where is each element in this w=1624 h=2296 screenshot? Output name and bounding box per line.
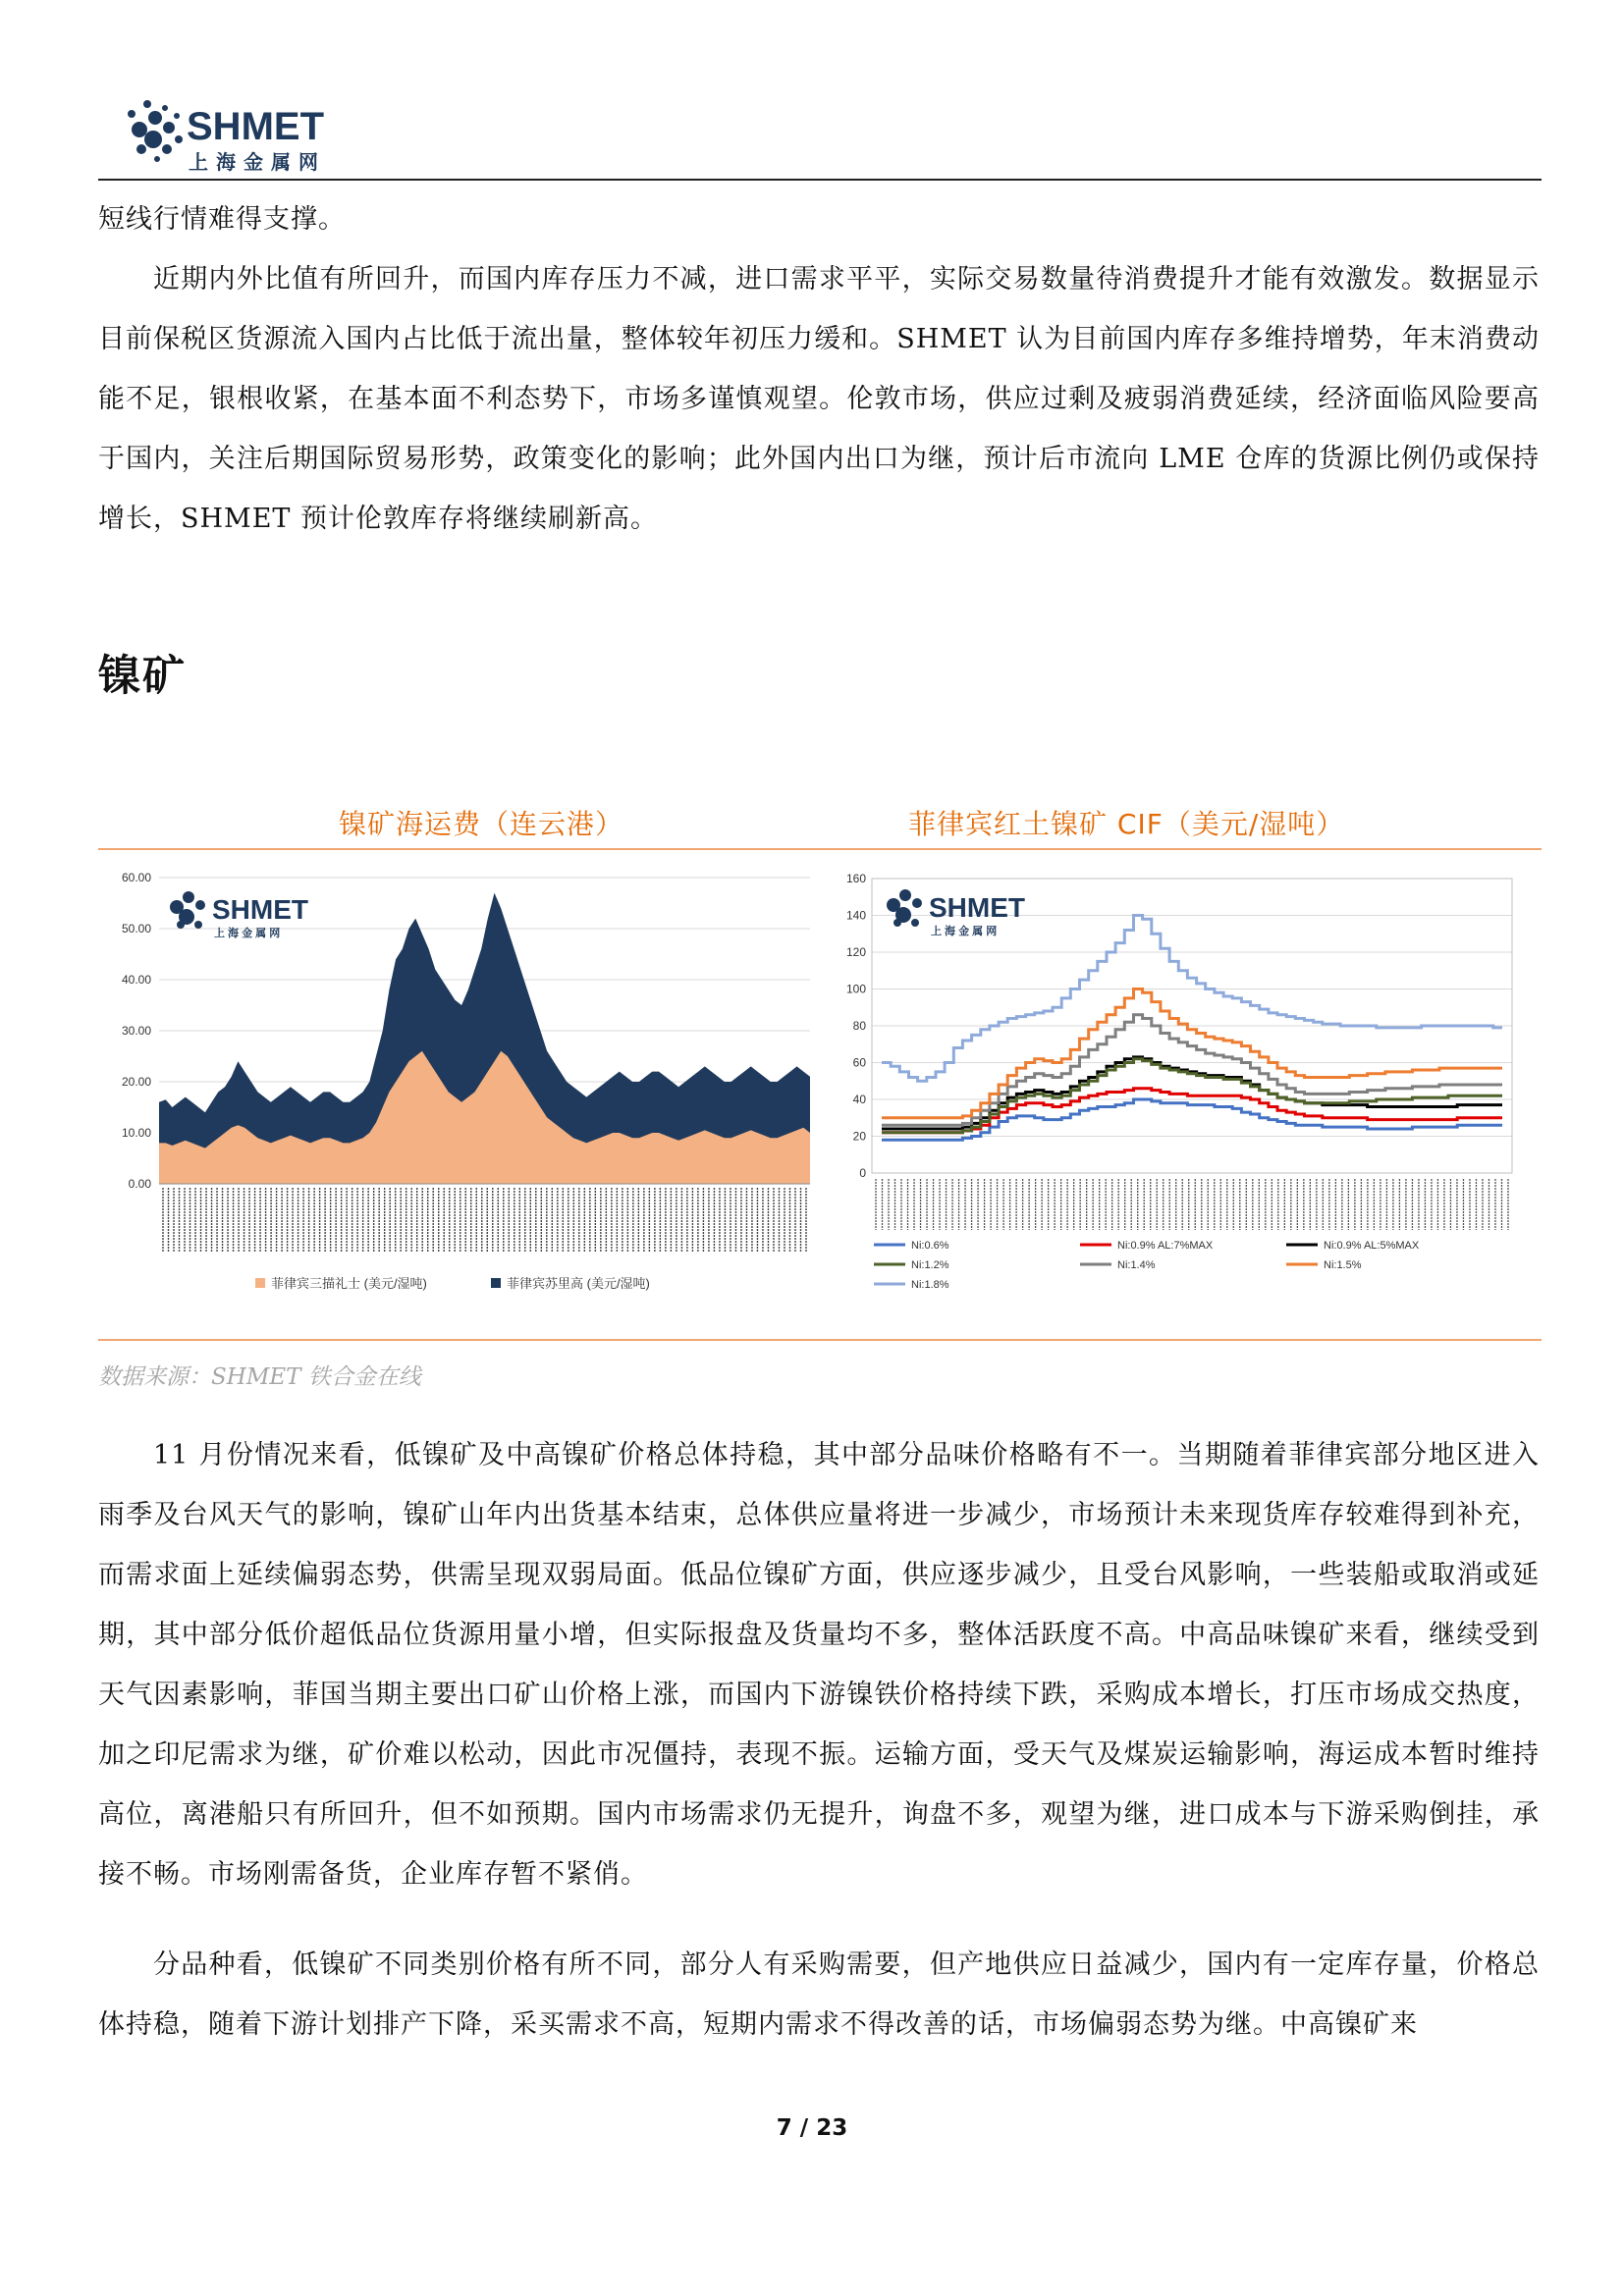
paragraph-varieties: 分品种看，低镍矿不同类别价格有所不同，部分人有采购需要，但产地供应日益减少，国内有一定库存量，价格总体持稳，随着下游计划排产下降，采买需求不高，短期内需求不得改善的话，市场偏弱态势为继。中高镍矿来 xyxy=(98,1949,1540,2040)
y-tick-label: 20 xyxy=(852,1129,866,1144)
legend-label: Ni:0.6% xyxy=(911,1240,949,1252)
shmet-logo xyxy=(118,79,373,177)
watermark-text: SHMET xyxy=(212,894,308,925)
y-tick-label: 160 xyxy=(845,872,866,885)
logo-text: SHMET xyxy=(187,105,324,148)
legend-swatch-surigao xyxy=(491,1278,501,1288)
y-tick-label: 60 xyxy=(852,1055,866,1070)
chart-top-rule xyxy=(98,848,1542,850)
watermark-dot xyxy=(912,898,922,908)
paragraph-november: 11 月份情况来看，低镍矿及中高镍矿价格总体持稳，其中部分品味价格略有不一。当期随着菲律宾部分地区进入雨季及台风天气的影响，镍矿山年内出货基本结束，总体供应量将进一步减少，市场预计未来现货库存较难得到补充，而需求面上延续偏弱态势，供需呈现双弱局面。低品位镍矿方面，供应逐步减少，且受台风影响，一些装船或取消或延期，其中部分低价超低品位货源用量小增，但实际报盘及货量均不多，整体活跃度不高。中高品味镍矿来看，继续受到天气因素影响，菲国当期主要出口矿山价格上涨，而国内下游镍铁价格持续下跌，采购成本增长，打压市场成交热度，加之印尼需求为继，矿价难以松动，因此市况僵持，表现不振。运输方面，受天气及煤炭运输影响，海运成本暂时维持高位，离港船只有所回升，但不如预期。国内市场需求仍无提升，询盘不多，观望为继，进口成本与下游采购倒挂，承接不畅。市场刚需备货，企业库存暂不紧俏。 xyxy=(98,1440,1540,1890)
header-rule xyxy=(98,179,1542,181)
legend-label: Ni:0.9% AL:7%MAX xyxy=(1117,1240,1214,1252)
y-tick-label: 80 xyxy=(852,1019,866,1033)
watermark-dot xyxy=(195,900,205,910)
watermark-dot xyxy=(194,921,202,929)
y-tick-label: 40.00 xyxy=(121,973,151,987)
legend-label: Ni:1.5% xyxy=(1324,1259,1362,1271)
y-tick-label: 50.00 xyxy=(121,922,151,935)
legend-label: Ni:0.9% AL:5%MAX xyxy=(1324,1240,1420,1252)
freight-chart xyxy=(98,854,825,1306)
page-number: 7 / 23 xyxy=(776,2115,848,2141)
legend-label: Ni:1.8% xyxy=(911,1279,949,1291)
page-header xyxy=(98,59,1542,181)
watermark-subtitle: 上 海 金 属 网 xyxy=(214,928,281,939)
y-tick-label: 0 xyxy=(859,1166,866,1180)
nickel-ore-cif-chart xyxy=(835,854,1527,1306)
y-tick-label: 10.00 xyxy=(121,1126,151,1140)
legend-swatch-zambales xyxy=(255,1278,265,1288)
legend-label: Ni:1.4% xyxy=(1117,1259,1156,1271)
paragraph-inventory: 近期内外比值有所回升，而国内库存压力不减，进口需求平平，实际交易数量待消费提升才能有效激发。数据显示目前保税区货源流入国内占比低于流出量，整体较年初压力缓和。SHMET 认为目前国内库存多维持增势，年末消费动能不足，银根收紧，在基本面不利态势下，市场多谨慎观望。伦敦市场，供应过剩及疲弱消费延续，经济面临风险要高于国内，关注后期国际贸易形势，政策变化的影响；此外国内出口为继，预计后市流向 LME 仓库的货源比例仍或保持增长，SHMET 预计伦敦库存将继续刷新高。 xyxy=(98,264,1540,534)
data-source-note: 数据来源：SHMET 铁合金在线 xyxy=(98,1364,421,1390)
left-chart-title: 镍矿海运费（连云港） xyxy=(339,808,624,840)
y-tick-label: 30.00 xyxy=(121,1024,151,1038)
legend-label-zambales: 菲律宾三描礼士 (美元/湿吨) xyxy=(271,1276,427,1291)
y-tick-label: 140 xyxy=(845,908,866,923)
watermark-dot xyxy=(177,921,185,929)
section-title: 镍矿 xyxy=(98,652,187,701)
watermark-dot xyxy=(893,919,901,927)
logo-subtitle: 上海金属网 xyxy=(189,152,326,174)
watermark-subtitle: 上 海 金 属 网 xyxy=(931,926,998,937)
y-tick-label: 60.00 xyxy=(121,871,151,884)
y-tick-label: 20.00 xyxy=(121,1075,151,1089)
y-tick-label: 100 xyxy=(845,982,866,996)
legend-label: Ni:1.2% xyxy=(911,1259,949,1271)
watermark-dot xyxy=(911,919,919,927)
chart-bottom-rule xyxy=(98,1339,1542,1341)
right-chart-title: 菲律宾红土镍矿 CIF（美元/湿吨） xyxy=(908,808,1345,840)
watermark-text: SHMET xyxy=(929,892,1025,923)
watermark-dot xyxy=(183,891,194,903)
y-tick-label: 40 xyxy=(852,1093,866,1106)
y-tick-label: 0.00 xyxy=(128,1177,151,1191)
y-tick-label: 120 xyxy=(845,945,866,959)
legend-label-surigao: 菲律宾苏里高 (美元/湿吨) xyxy=(507,1276,650,1291)
paragraph-continuation: 短线行情难得支撑。 xyxy=(98,204,346,235)
watermark-dot xyxy=(899,889,911,901)
